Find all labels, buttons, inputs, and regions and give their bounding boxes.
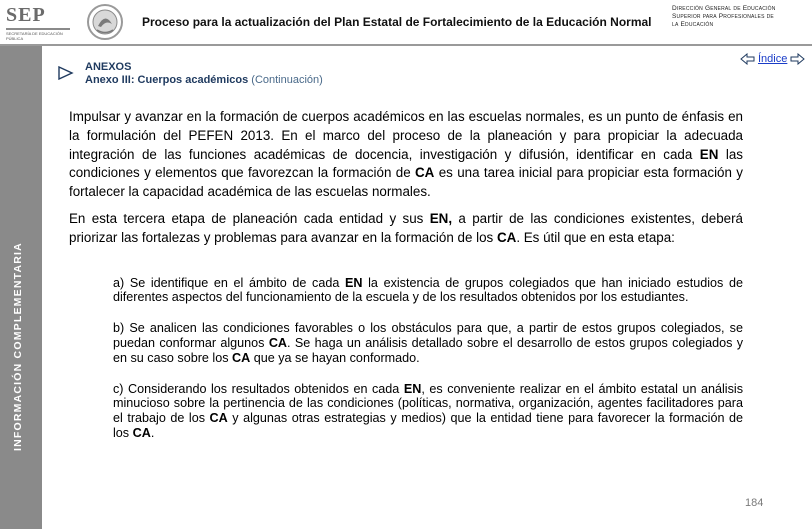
intro-text-1: Impulsar y avanzar en la formación de cuerpos académicos en las escuelas normales, es un punto de énfasis en la formulación del PEFEN 2013. En el marco del proceso de la planeación y para propiciar la adecuada integración de las funciones académicas de docencia, investigación y difusión, identificar en cada (69, 109, 743, 162)
page-header (0, 0, 812, 44)
intro-text-3: es una tarea inicial para propiciar esta formación y fortalecer la capacidad académica de las escuelas normales. (69, 165, 743, 200)
item-b-text-3: que ya se hayan conformado. (250, 350, 420, 365)
item-c-text-2: , es conveniente realizar en el ámbito estatal un análisis minucioso sobre la pertinencia de las condiciones (políticas, normativa, organización, agentes facilitadores para el trabajo de los (113, 381, 743, 426)
section-subtitle (85, 74, 323, 86)
stage-paragraph (69, 210, 743, 248)
sidebar-label: INFORMACIÓN COMPLEMENTARIA (12, 242, 24, 451)
sep-logo (6, 4, 76, 42)
subsection-title: Anexo III: Cuerpos académicos (85, 74, 249, 86)
section-arrow-icon (58, 66, 74, 80)
sep-logo-text: SEP (6, 4, 46, 26)
list-item-b (113, 321, 743, 365)
index-navigation (740, 53, 805, 65)
abbr-en: EN (345, 275, 363, 290)
sidebar (0, 46, 42, 529)
intro-text-2: las condiciones y elementos que favorezcan la formación de (69, 146, 743, 181)
abbr-ca: CA (496, 229, 517, 245)
sep-logo-rule (6, 28, 70, 30)
abbr-ca: CA (415, 165, 435, 181)
item-c-text-3: y algunas otras estrategias y medios) que la entidad tiene para favorecer la formación de los (113, 411, 743, 440)
organization-line-3: la Educación (672, 21, 714, 28)
item-c-text-4: . (150, 425, 155, 440)
document-title: Proceso para la actualización del Plan Estatal de Fortalecimiento de la Educación Normal (142, 15, 652, 29)
stage-text-2: a partir de las condiciones existentes, deberá priorizar las fortalezas y problemas para avanzar en la formación de los (69, 210, 744, 245)
item-b-text-1: b) Se analicen las condiciones favorables o los obstáculos para que, a partir de estos grupos colegiados, se puedan conformar algunos (113, 321, 743, 350)
index-link[interactable]: Índice (758, 53, 788, 65)
abbr-ca: CA (209, 411, 228, 426)
abbr-ca: CA (268, 335, 288, 350)
header-divider (0, 44, 812, 46)
page-number: 184 (745, 497, 764, 509)
item-c-text-1: c) Considerando los resultados obtenidos en cada (113, 381, 404, 396)
national-shield-icon (86, 2, 124, 42)
section-label: ANEXOS (85, 61, 132, 73)
item-b-text-2: . Se haga un análisis detallado sobre el desarrollo de estos grupos colegiados y en su caso sobre los (113, 335, 744, 365)
list-item-c (113, 382, 743, 441)
continuation-label: (Continuación) (251, 74, 323, 86)
previous-arrow-icon[interactable] (740, 53, 755, 65)
stage-text-3: . Es útil que en esta etapa: (516, 229, 675, 245)
main-content (69, 108, 743, 441)
stage-text-1: En esta tercera etapa de planeación cada entidad y sus (69, 210, 430, 226)
item-a-text-1: a) Se identifique en el ámbito de cada (113, 275, 345, 290)
abbr-ca: CA (232, 350, 251, 365)
sep-logo-subtext: SECRETARÍA DE EDUCACIÓN PÚBLICA (6, 31, 63, 41)
item-a-text-2: la existencia de grupos colegiados que han iniciado estudios de diferentes aspectos del funcionamiento de la escuela y de los resultados obtenidos por los estudiantes. (113, 275, 743, 305)
abbr-ca: CA (132, 425, 151, 440)
abbr-en: EN (699, 146, 719, 162)
intro-paragraph (69, 108, 743, 202)
abbr-en: EN, (429, 210, 453, 226)
organization-line-1: Dirección General de Educación (672, 5, 776, 12)
next-arrow-icon[interactable] (790, 53, 805, 65)
list-item-a (113, 276, 743, 306)
abbr-en: EN (403, 381, 422, 396)
organization-name (672, 5, 804, 29)
organization-line-2: Superior para Profesionales de (672, 13, 774, 20)
